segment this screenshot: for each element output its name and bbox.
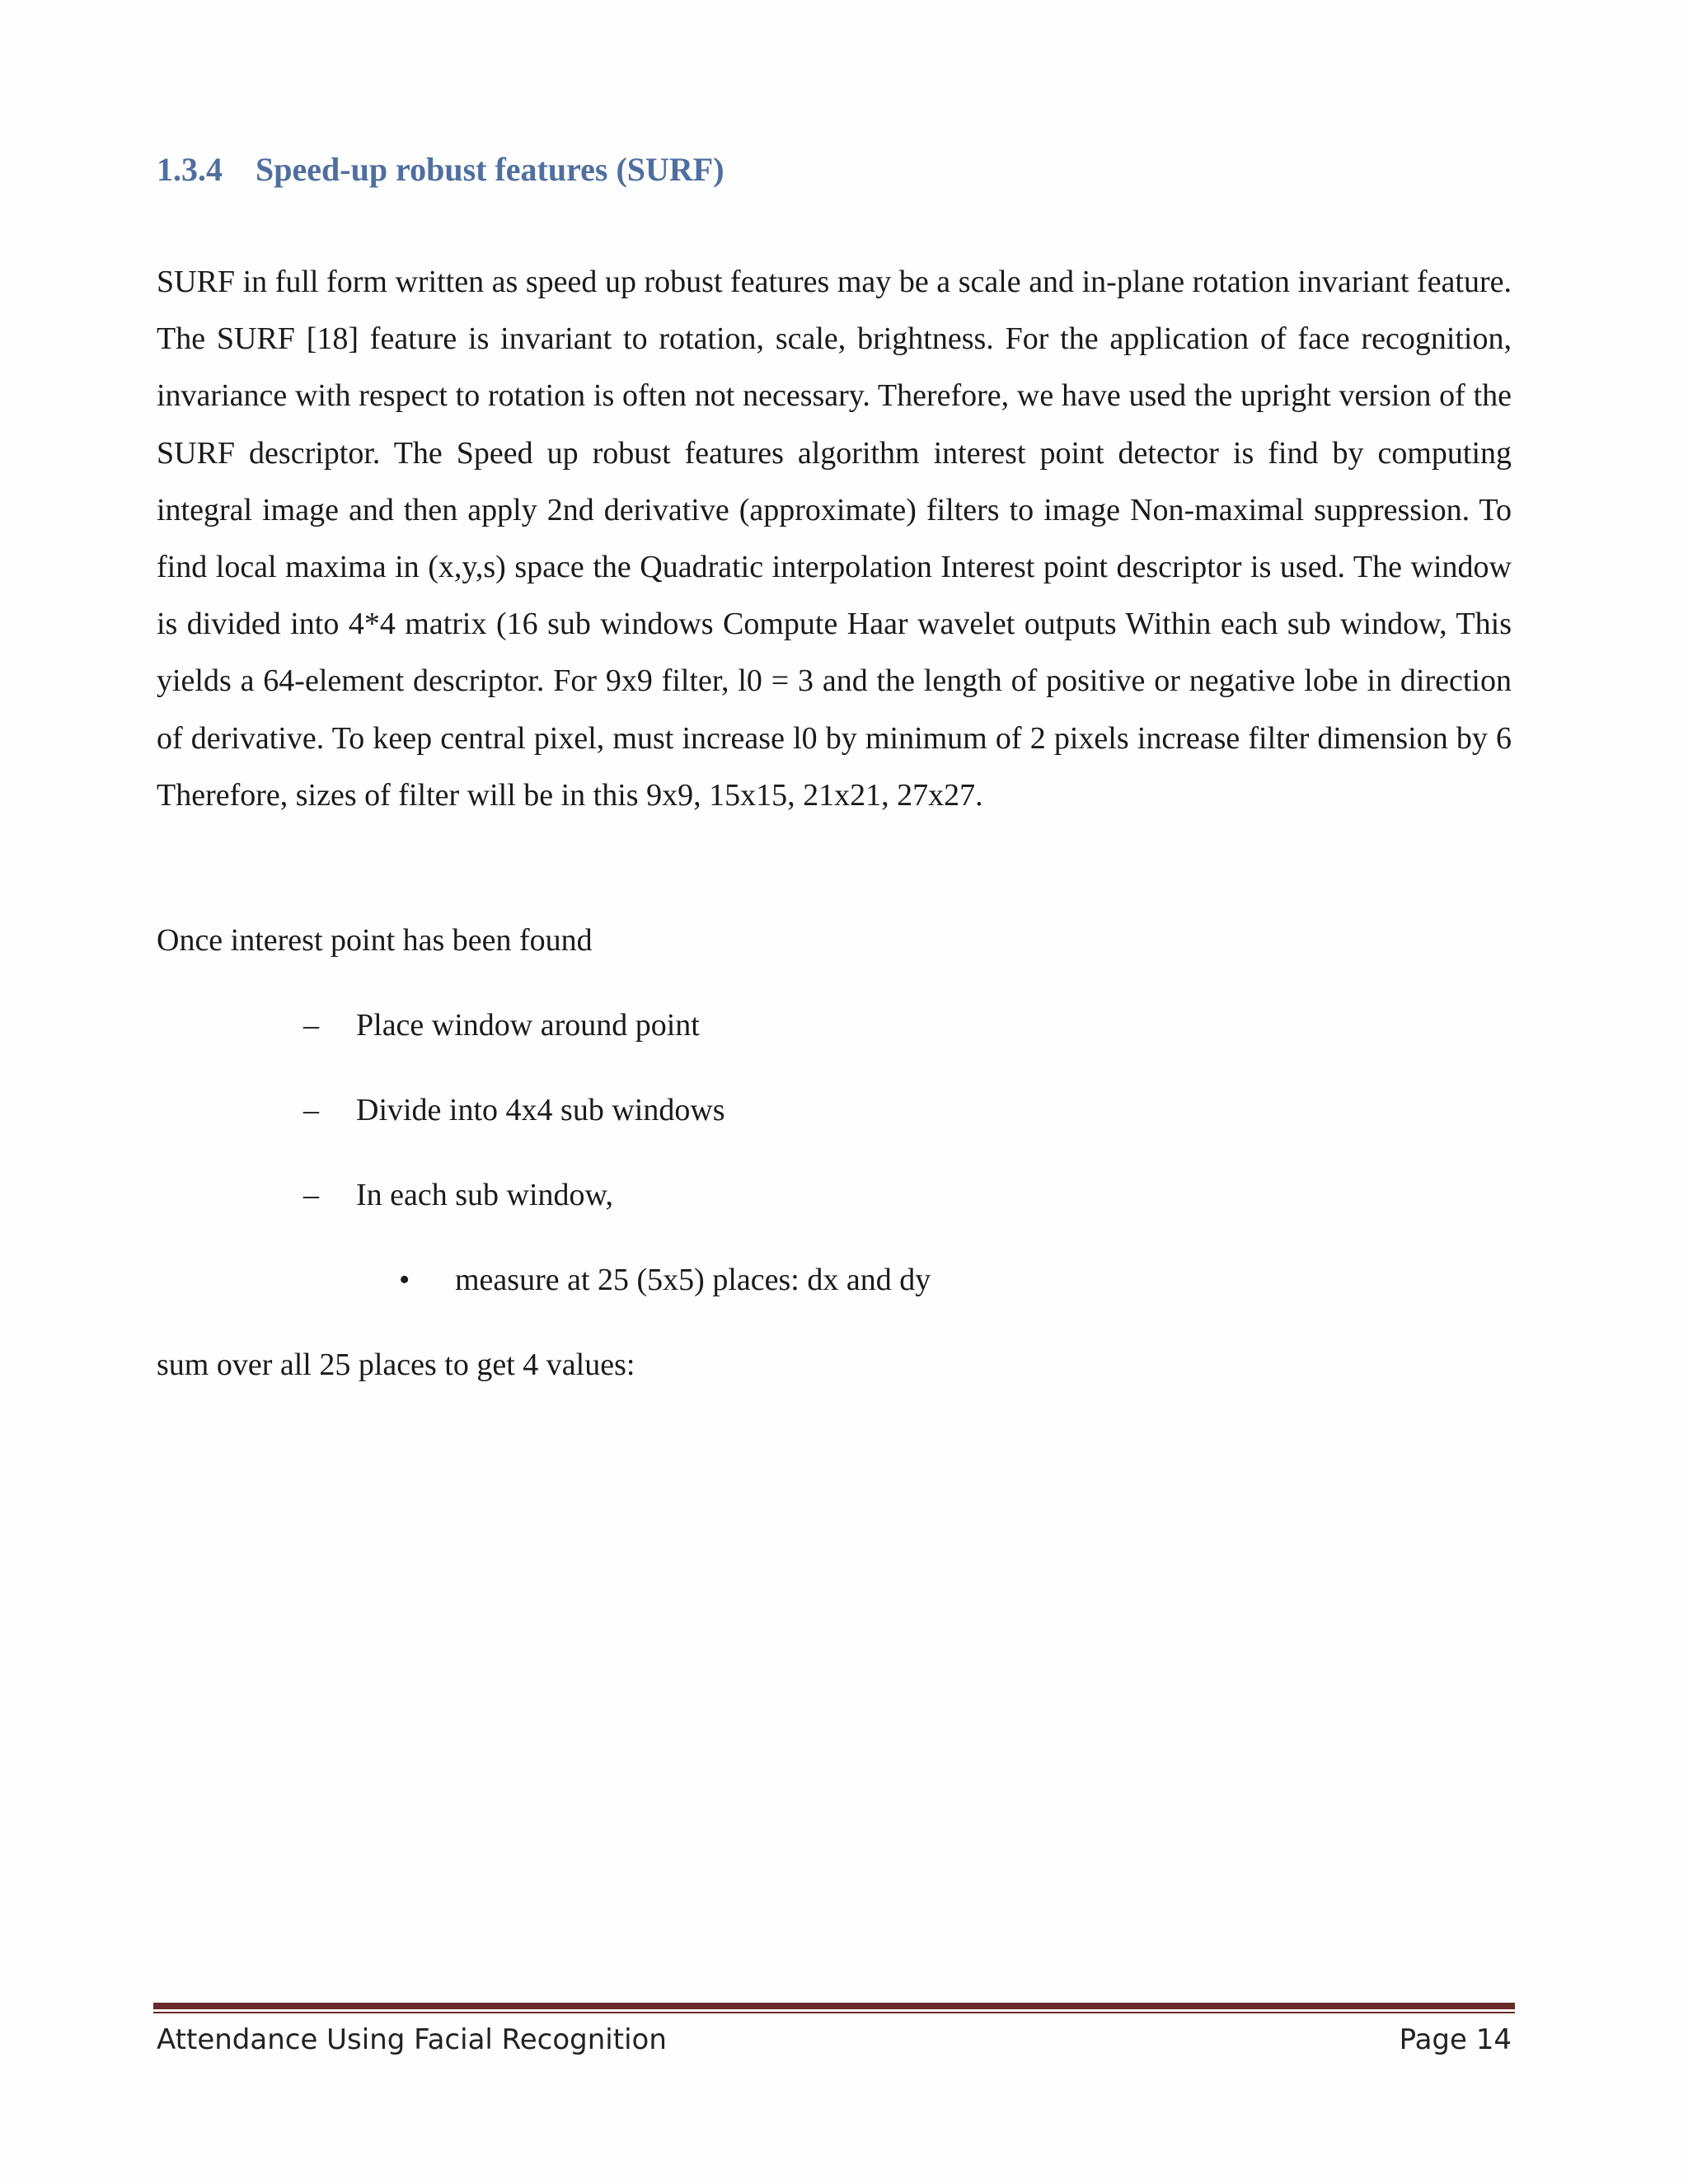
section-number: 1.3.4 xyxy=(157,151,223,188)
dash-list-item xyxy=(303,1004,700,1047)
closing-text: sum over all 25 places to get 4 values: xyxy=(157,1347,635,1382)
bullet-item-text: measure at 25 (5x5) places: dx and dy xyxy=(455,1263,931,1297)
footer-rule-thick xyxy=(153,2003,1515,2009)
footer-rule-thin xyxy=(153,2012,1515,2013)
dash-item-text: In each sub window, xyxy=(356,1178,614,1212)
dash-item-text: Place window around point xyxy=(356,1008,700,1043)
dash-marker: – xyxy=(303,1093,319,1127)
dash-list-item xyxy=(303,1174,613,1216)
dash-item-text: Divide into 4x4 sub windows xyxy=(356,1093,725,1127)
footer-page-number: Page 14 xyxy=(1399,2023,1512,2056)
section-heading xyxy=(157,147,724,193)
footer-title: Attendance Using Facial Recognition xyxy=(157,2023,667,2056)
dash-marker: – xyxy=(303,1178,319,1212)
bullet-marker: • xyxy=(399,1263,410,1297)
dash-list-item xyxy=(303,1089,725,1132)
dash-marker: – xyxy=(303,1008,319,1043)
body-paragraph: SURF in full form written as speed up robust features may be a scale and in-plane rotation invariant feature. The SURF [18] feature is invariant to rotation, scale, brightness. For the application of face recognition, invariance with respect to rotation is often not necessary. Therefore, we have used the upright version of the SURF descriptor. The Speed up robust features algorithm interest point detector is find by computing integral image and then apply 2nd derivative (approximate) filters to image Non-maximal suppression. To find local maxima in (x,y,s) space the Quadratic interpolation Interest point descriptor is used. The window is divided into 4*4 matrix (16 sub windows Compute Haar wavelet outputs Within each sub window, This yields a 64-element descriptor. For 9x9 filter, l0 = 3 and the length of positive or negative lobe in direction of derivative. To keep central pixel, must increase l0 by minimum of 2 pixels increase filter dimension by 6 Therefore, sizes of filter will be in this 9x9, 15x15, 21x21, 27x27. xyxy=(157,265,1512,813)
bullet-list-item xyxy=(399,1258,931,1301)
section-title: Speed-up robust features (SURF) xyxy=(256,151,724,188)
lead-in-text: Once interest point has been found xyxy=(157,923,593,958)
